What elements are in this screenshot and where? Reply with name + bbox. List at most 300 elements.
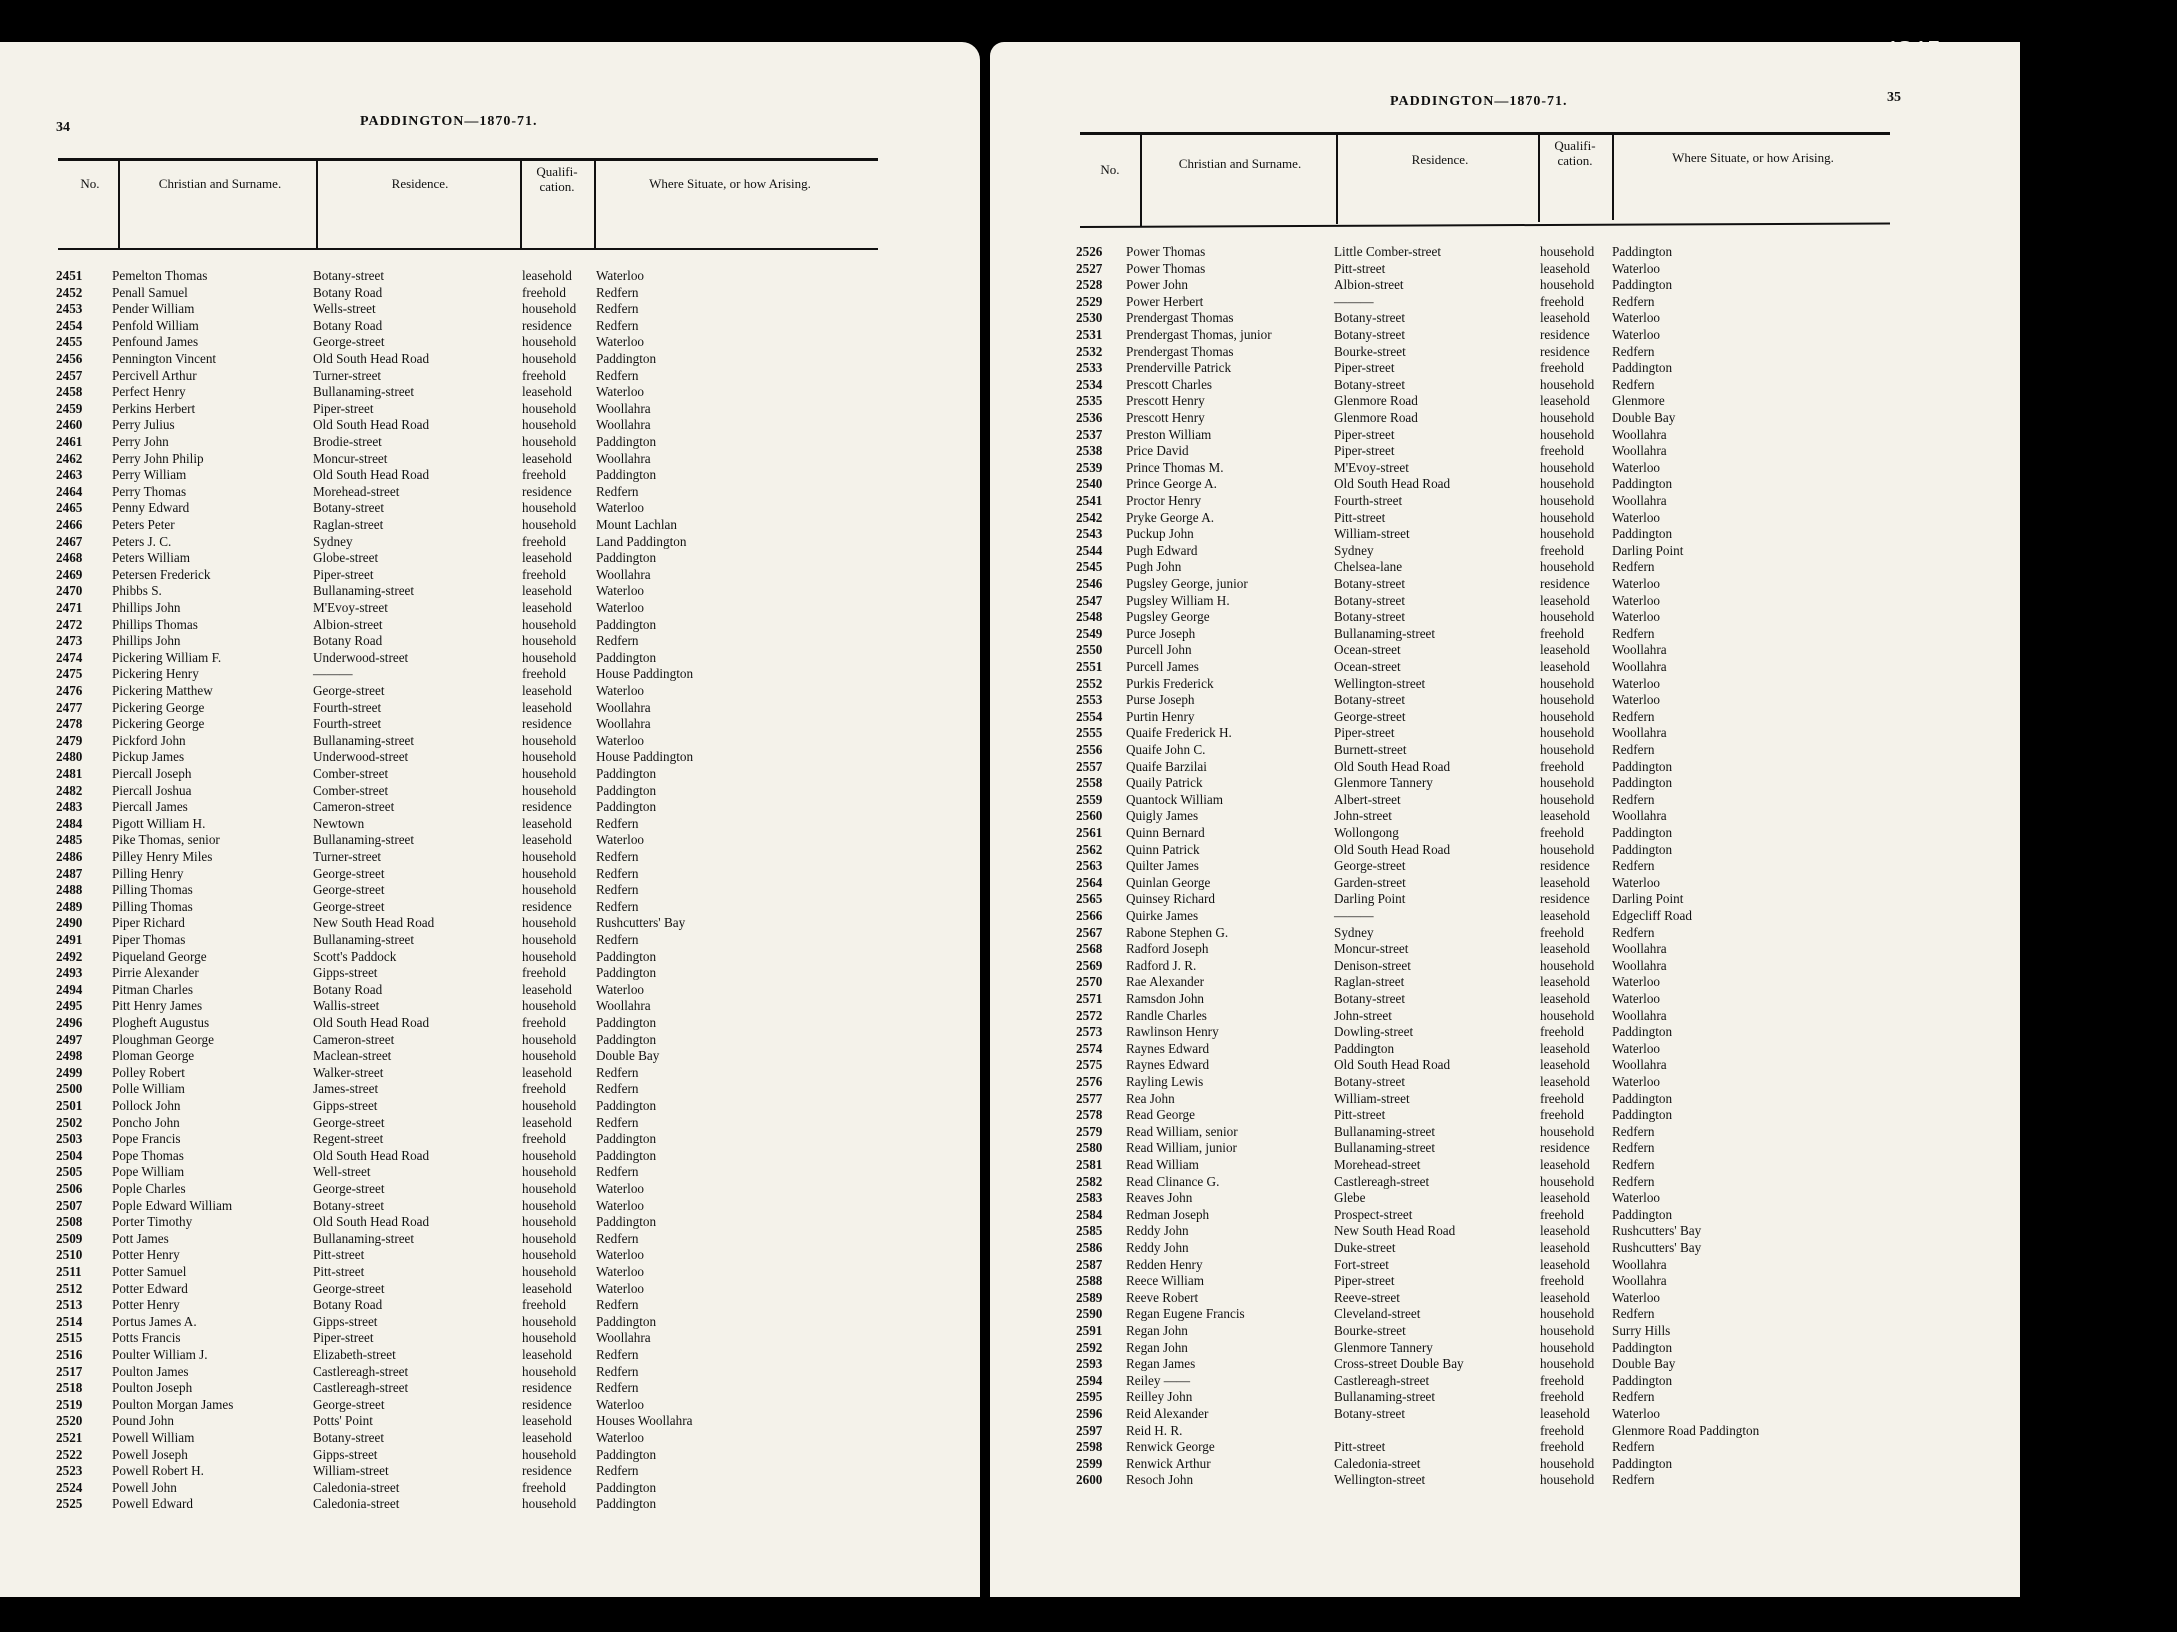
entry-where: Paddington [596,1098,657,1113]
entry-name: Ploughman George [112,1031,214,1047]
entry-where: Paddington [596,1015,657,1030]
table-row [990,659,2020,675]
entry-where: Paddington [1612,526,1673,542]
entry-number: 2533 [1076,360,1103,376]
entry-where: Paddington [1612,476,1673,492]
entry-name: Perry Thomas [112,483,187,499]
entry-number: 2458 [56,384,83,400]
table-row [990,609,2020,625]
table-row [0,1480,980,1496]
entry-name: Pugsley George [1126,609,1210,625]
entry-number: 2563 [1076,858,1103,874]
entry-number: 2592 [1076,1339,1103,1355]
entry-qualification: leasehold [1540,1157,1590,1172]
entry-residence: Albion-street [1334,277,1404,293]
entry-name: Pickering William F. [112,649,222,665]
entry-qualification: household [1540,1472,1595,1488]
entry-qualification: household [522,1214,577,1230]
entry-number: 2577 [1076,1090,1103,1106]
entry-residence: Glenmore Tannery [1334,775,1433,791]
table-row [0,882,980,898]
entry-number: 2537 [1076,426,1103,442]
entry-qualification: freehold [522,284,566,300]
entry-qualification: household [522,400,577,416]
entry-where: Waterloo [596,683,645,698]
entry-number: 2529 [1076,293,1103,309]
table-row [990,1008,2020,1024]
entry-where: Redfern [596,633,639,649]
entry-number: 2496 [56,1015,83,1030]
entry-residence: Albion-street [313,616,383,632]
entry-where: Waterloo [1612,609,1661,625]
entry-residence: Botany Road [313,284,383,300]
entry-where: Paddington [596,1446,657,1462]
entry-number: 2575 [1076,1057,1103,1073]
entry-residence: Sydney [313,533,353,549]
table-row [990,792,2020,808]
entry-number: 2538 [1076,443,1103,459]
entry-qualification: household [522,766,577,781]
entry-residence: Piper-street [1334,360,1395,376]
entry-residence: ——— [1334,908,1374,923]
entry-name: Perry William [112,467,187,483]
table-row [0,550,980,566]
entry-name: Rayling Lewis [1126,1074,1204,1089]
entry-number: 2594 [1076,1372,1103,1388]
entry-qualification: household [522,1230,577,1246]
entry-residence: Piper-street [313,400,374,416]
entry-residence: Bullanaming-street [313,732,415,748]
entry-qualification: freehold [1540,1422,1584,1438]
entry-number: 2473 [56,633,83,649]
entry-residence: Botany-street [1334,592,1406,608]
entry-residence: Pitt-street [1334,509,1386,525]
entry-name: Poulter William J. [112,1347,208,1362]
entry-number: 2542 [1076,509,1103,525]
entry-name: Penfold William [112,317,199,333]
entry-number: 2524 [56,1479,83,1495]
entry-qualification: leasehold [1540,808,1590,824]
entry-number: 2579 [1076,1123,1103,1139]
entry-where: Paddington [596,965,657,981]
entry-qualification: leasehold [522,832,572,848]
entry-name: Purce Joseph [1126,625,1196,641]
entry-qualification: leasehold [522,1280,572,1296]
entry-number: 2468 [56,550,83,566]
entry-number: 2459 [56,400,83,416]
entry-qualification: leasehold [522,583,572,599]
table-row [990,759,2020,775]
col-divider [316,160,318,248]
entry-residence: Duke-street [1334,1240,1396,1255]
entry-qualification: household [522,1496,577,1512]
entry-where: Waterloo [596,500,645,516]
entry-residence: Bullanaming-street [313,1230,415,1246]
entry-number: 2451 [56,268,83,283]
entry-name: Polley Robert [112,1064,185,1080]
entry-number: 2531 [1076,327,1103,342]
entry-name: Peters William [112,550,190,566]
table-row [990,891,2020,907]
entry-name: Read George [1126,1107,1195,1123]
entry-residence: Fourth-street [313,699,382,715]
entry-residence: Bullanaming-street [313,932,415,947]
entry-number: 2500 [56,1081,83,1097]
entry-where: Double Bay [596,1048,660,1064]
entry-qualification: residence [522,1463,572,1479]
entry-residence: New South Head Road [1334,1223,1456,1239]
entry-name: Raynes Edward [1126,1040,1210,1056]
entry-residence: Underwood-street [313,649,409,665]
table-row [0,1264,980,1280]
entry-where: Woollahra [596,716,651,732]
entry-where: Paddington [596,467,657,483]
table-row [990,261,2020,277]
entry-name: Resoch John [1126,1472,1194,1488]
entry-number: 2557 [1076,758,1103,774]
table-row [0,1347,980,1363]
entry-residence: Garden-street [1334,874,1406,890]
col-head-qualification: Qualifi- cation. [1554,138,1596,168]
entry-qualification: leasehold [522,384,572,400]
entry-residence: George-street [1334,858,1406,874]
entry-name: Pitt Henry James [112,998,203,1014]
entry-qualification: residence [1540,327,1590,342]
table-row [0,899,980,915]
entry-residence: Old South Head Road [1334,841,1451,857]
entry-number: 2573 [1076,1024,1103,1040]
entry-where: Waterloo [1612,974,1661,990]
entry-qualification: household [522,500,577,516]
entry-name: Pickup James [112,749,185,765]
entry-name: Pugh John [1126,559,1182,575]
entry-number: 2481 [56,766,83,781]
entry-number: 2490 [56,915,83,931]
entry-number: 2540 [1076,476,1103,492]
table-row [0,1198,980,1214]
entry-name: Regan Eugene Francis [1126,1306,1245,1322]
entry-where: Woollahra [1612,808,1667,824]
entry-number: 2550 [1076,642,1103,658]
table-row [0,600,980,616]
entry-where: Waterloo [596,1396,645,1412]
entry-qualification: freehold [1540,360,1584,376]
entry-qualification: household [522,865,577,881]
entry-number: 2558 [1076,775,1103,791]
entry-number: 2474 [56,649,83,665]
entry-where: Paddington [1612,1339,1673,1355]
entry-number: 2487 [56,865,83,881]
table-row [0,716,980,732]
entry-where: Woollahra [1612,725,1667,741]
entry-name: Pilling Thomas [112,882,193,898]
table-row [990,974,2020,990]
entry-qualification: household [522,1181,577,1196]
entry-qualification: household [522,749,577,765]
entry-name: Perry Julius [112,417,175,433]
table-row [990,559,2020,575]
entry-residence: Botany Road [313,317,383,333]
entry-qualification: residence [522,716,572,732]
entry-where: Waterloo [596,732,645,748]
entry-qualification: household [1540,742,1595,757]
entry-qualification: freehold [1540,1090,1584,1106]
entry-name: Poulton James [112,1363,189,1379]
entry-residence: Botany-street [1334,609,1406,625]
entry-residence: George-street [313,1396,385,1412]
entry-residence: George-street [313,683,385,698]
entry-name: Regan John [1126,1339,1188,1355]
table-row [0,1496,980,1512]
entry-name: Portus James A. [112,1313,197,1329]
entry-residence: Botany-street [1334,327,1406,342]
entry-qualification: freehold [1540,443,1584,459]
entry-number: 2525 [56,1496,83,1512]
table-row [0,749,980,765]
entry-qualification: leasehold [522,699,572,715]
table-row [990,1323,2020,1339]
entry-name: Regan James [1126,1356,1196,1372]
entry-number: 2543 [1076,526,1103,542]
table-row [990,626,2020,642]
entry-number: 2548 [1076,609,1103,625]
entry-qualification: household [522,1363,577,1379]
entry-qualification: residence [522,483,572,499]
entry-residence: Morehead-street [1334,1157,1421,1172]
entry-name: Powell Robert H. [112,1463,204,1479]
header-bottom-rule [58,248,878,250]
table-row [990,642,2020,658]
entry-number: 2492 [56,948,83,964]
entry-number: 2595 [1076,1389,1103,1405]
entry-number: 2480 [56,749,83,765]
entry-residence: Piper-street [1334,426,1395,442]
table-row [0,1281,980,1297]
entry-residence: Piper-street [1334,1273,1395,1289]
table-row [0,583,980,599]
table-row [990,1306,2020,1322]
entry-name: Reddy John [1126,1223,1189,1239]
entry-where: Rushcutters' Bay [1612,1240,1702,1255]
table-row [990,493,2020,509]
entry-residence: Bullanaming-street [1334,1389,1436,1405]
entry-name: Piercall Joseph [112,766,192,781]
table-row [990,742,2020,758]
entry-number: 2521 [56,1430,83,1445]
entry-where: Waterloo [1612,576,1661,591]
entry-name: Redman Joseph [1126,1206,1210,1222]
entry-where: Paddington [596,1479,657,1495]
entry-qualification: household [522,1147,577,1163]
entry-name: Powell John [112,1479,177,1495]
entry-residence: Wells-street [313,301,376,317]
entry-residence: Cameron-street [313,1031,395,1047]
entry-residence: George-street [1334,708,1406,724]
entry-residence: Old South Head Road [313,1015,430,1030]
entry-residence: Botany-street [1334,376,1406,392]
entry-qualification: household [522,1164,577,1180]
entry-where: Redfern [596,865,639,881]
entry-qualification: household [522,649,577,665]
entry-qualification: residence [522,1380,572,1396]
entry-number: 2590 [1076,1306,1103,1322]
entry-residence: Elizabeth-street [313,1347,396,1362]
entry-name: Power Thomas [1126,244,1206,259]
header-rule [58,158,878,161]
entry-name: Radford Joseph [1126,941,1209,957]
entry-name: Phillips John [112,600,181,615]
left-page [0,42,980,1597]
entry-qualification: household [522,1098,577,1113]
entry-residence: Bullanaming-street [313,583,415,599]
header-bottom-rule [1080,222,1890,227]
entry-number: 2484 [56,815,83,831]
table-row [990,1273,2020,1289]
table-row [0,434,980,450]
entry-number: 2463 [56,467,83,483]
table-row [0,1463,980,1479]
table-row [990,1024,2020,1040]
table-row [0,1380,980,1396]
entry-name: Prescott Henry [1126,410,1205,425]
entry-qualification: leasehold [522,550,572,566]
entry-where: Waterloo [596,1280,645,1296]
entry-number: 2591 [1076,1323,1103,1338]
entry-residence: Comber-street [313,766,389,781]
entry-number: 2499 [56,1064,83,1080]
entry-number: 2532 [1076,343,1103,359]
entry-residence: Chelsea-lane [1334,559,1403,575]
entry-name: Percivell Arthur [112,367,197,383]
table-row [990,1157,2020,1173]
table-row [0,666,980,682]
table-row [990,443,2020,459]
entry-where: Redfern [596,1380,639,1396]
entry-number: 2457 [56,367,83,383]
entry-residence: Turner-street [313,367,382,383]
entry-name: Pitman Charles [112,981,193,997]
entry-residence: Ocean-street [1334,659,1401,674]
entry-number: 2517 [56,1363,83,1379]
entry-qualification: freehold [522,566,566,582]
entry-qualification: household [1540,692,1595,708]
table-row [990,294,2020,310]
entry-number: 2475 [56,666,83,682]
entry-residence: Cameron-street [313,799,395,815]
table-row [990,427,2020,443]
entry-name: Prescott Henry [1126,393,1205,409]
col-divider [1336,134,1338,224]
table-row [0,1447,980,1463]
entry-qualification: leasehold [1540,991,1590,1006]
entry-qualification: household [522,301,577,317]
entry-number: 2584 [1076,1206,1103,1222]
entry-qualification: household [1540,957,1595,973]
entry-number: 2454 [56,317,83,333]
entry-name: Pope Francis [112,1131,181,1147]
entry-number: 2580 [1076,1140,1103,1156]
entry-residence: Bourke-street [1334,343,1406,359]
entry-number: 2549 [1076,625,1103,641]
table-row [0,733,980,749]
table-row [990,360,2020,376]
entry-residence: Wellington-street [1334,1472,1426,1488]
entry-where: Mount Lachlan [596,517,677,532]
entry-number: 2515 [56,1330,83,1346]
entry-qualification: residence [522,898,572,914]
entry-qualification: household [522,633,577,649]
table-row [0,368,980,384]
entry-name: Redden Henry [1126,1256,1203,1272]
table-row [0,932,980,948]
entry-name: Raynes Edward [1126,1057,1210,1073]
entry-qualification: residence [1540,343,1590,359]
table-row [990,1456,2020,1472]
entry-number: 2527 [1076,260,1103,276]
entry-residence: Well-street [313,1164,371,1180]
entry-residence: Gipps-street [313,1313,378,1329]
entry-residence: M'Evoy-street [1334,459,1409,475]
table-row [0,849,980,865]
entry-name: Peters J. C. [112,533,172,549]
table-row [0,683,980,699]
entry-name: Prendergast Thomas [1126,310,1234,326]
entry-name: Poulton Joseph [112,1380,193,1396]
entry-residence: Caledonia-street [1334,1455,1421,1471]
entry-residence: Glenmore Road [1334,393,1418,409]
entry-name: Perkins Herbert [112,400,196,416]
entry-name: Pott James [112,1230,169,1246]
entry-number: 2554 [1076,708,1103,724]
entry-name: Powell Edward [112,1496,193,1512]
table-row [0,401,980,417]
entry-where: Paddington [596,948,657,964]
table-row [990,941,2020,957]
entry-where: Waterloo [1612,675,1661,691]
entry-where: Surry Hills [1612,1323,1671,1338]
entry-where: Waterloo [596,832,645,848]
entry-residence: Brodie-street [313,434,382,449]
table-row [990,875,2020,891]
table-row [0,484,980,500]
table-row [990,1472,2020,1488]
table-row [990,1041,2020,1057]
entry-name: Powell William [112,1430,195,1445]
entry-where: Waterloo [596,981,645,997]
entry-name: Quantock William [1126,791,1224,807]
entry-qualification: household [1540,609,1595,625]
entry-number: 2503 [56,1131,83,1147]
entry-where: Redfern [596,1064,639,1080]
header-rule [1080,132,1890,135]
entry-name: Pryke George A. [1126,509,1215,525]
col-divider [520,160,522,248]
entry-residence: Denison-street [1334,957,1411,973]
entry-number: 2574 [1076,1040,1103,1056]
entry-residence: Wollongong [1334,825,1399,840]
col-head-residence: Residence. [1411,152,1469,167]
entry-where: Woollahra [596,417,651,433]
table-row [0,1048,980,1064]
entry-residence: Old South Head Road [1334,1057,1451,1073]
entry-number: 2589 [1076,1289,1103,1305]
entry-where: Redfern [1612,376,1655,392]
entry-qualification: leasehold [522,1347,572,1362]
table-row [0,783,980,799]
entry-number: 2462 [56,450,83,466]
entry-name: Prendergast Thomas, junior [1126,327,1272,342]
entry-number: 2507 [56,1197,83,1213]
